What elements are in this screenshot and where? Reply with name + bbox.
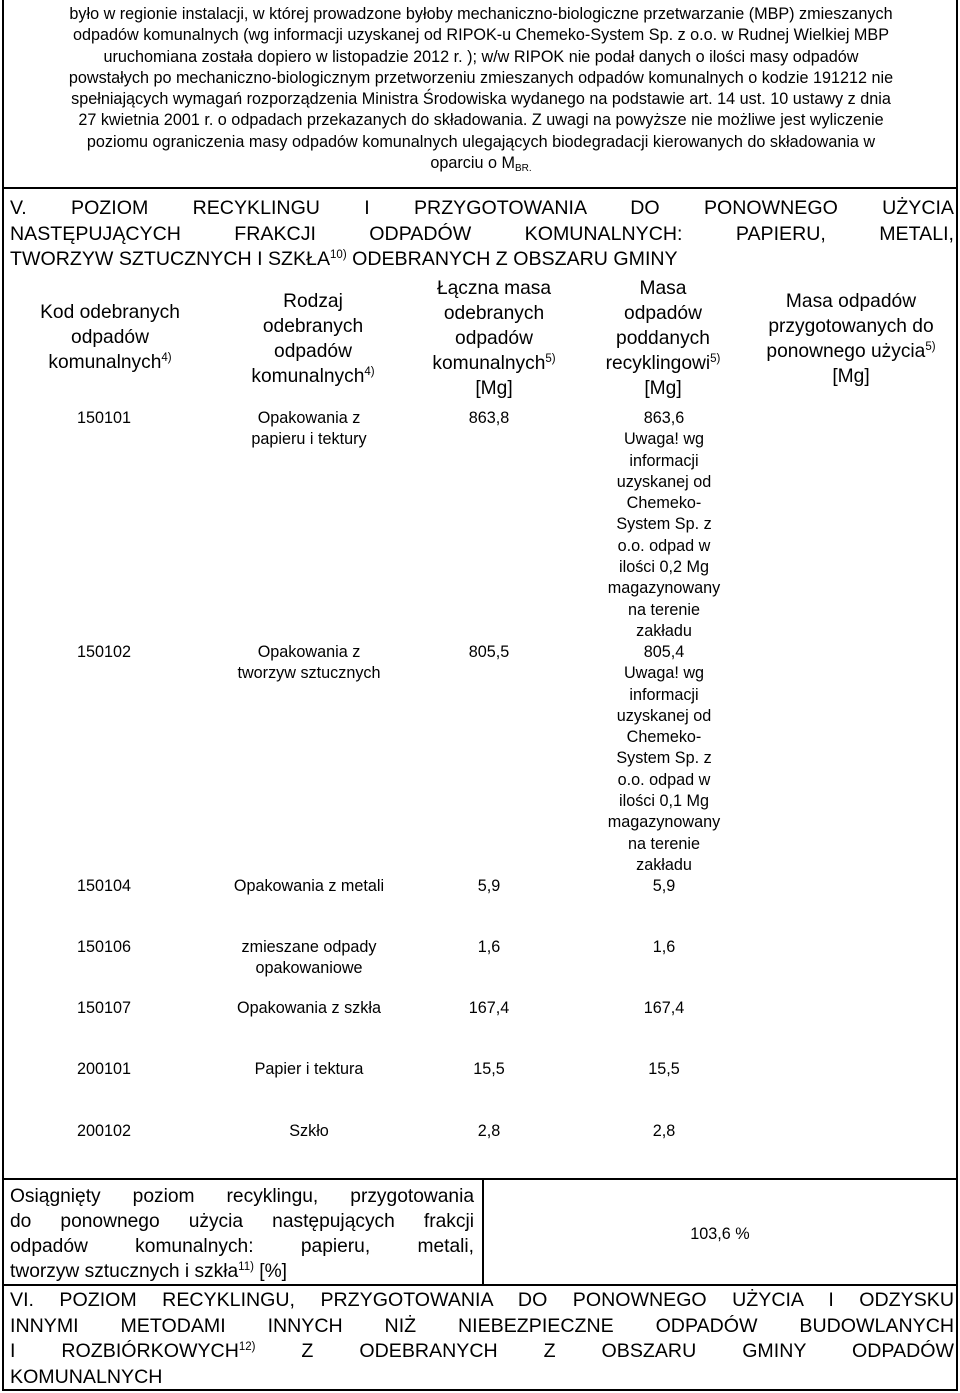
cell-type: Papier i tektura xyxy=(254,1060,364,1078)
intro-last-line: oparciu o $M_{BR.}$ xyxy=(430,154,532,175)
header-masa-recykling: Masa odpadów poddanych recyklingowi$^{5)}$ [Mg] xyxy=(605,278,721,399)
section-v-heading xyxy=(10,196,954,273)
cell-recycled: 863,6 Uwaga! wg informacji uzyskanej od Chemeko- System Sp. z o.o. odpad w ilości 0,2 Mg magazynowany na terenie zakładu xyxy=(607,409,721,640)
cell-type: Opakowania z papieru i tektury xyxy=(251,409,367,449)
intro-line: uruchomiana została dopiero w listopadzie 2012 r. ); w/w RIPOK nie podał danych o ilości masy odpadów xyxy=(103,47,859,66)
header-masa-przygotowanych: Masa odpadów przygotowanych do ponownego użycia$^{5)}$ [Mg] xyxy=(766,291,936,387)
cell-code: 150106 xyxy=(76,938,132,956)
cell-total: 805,5 xyxy=(468,643,510,661)
section-vi-line: KOMUNALNYCH xyxy=(10,1365,163,1388)
cell-total: 863,8 xyxy=(468,409,510,427)
section-vi-heading xyxy=(10,1288,954,1390)
cell-type: Opakowania z szkła xyxy=(237,999,381,1017)
cell-total: 167,4 xyxy=(468,999,510,1017)
cell-total: 2,8 xyxy=(477,1122,501,1140)
summary-value: 103,6 % xyxy=(690,1225,750,1243)
cell-code: 150104 xyxy=(76,877,132,895)
cell-recycled: 805,4 Uwaga! wg informacji uzyskanej od Chemeko- System Sp. z o.o. odpad w ilości 0,1 Mg magazynowany na terenie zakładu xyxy=(607,643,721,874)
section-v-line: NASTĘPUJĄCYCH FRAKCJI ODPADÓW KOMUNALNYCH: PAPIERU, METALI, xyxy=(10,222,954,245)
section-v-line: V. POZIOM RECYKLINGU I PRZYGOTOWANIA DO PONOWNEGO UŻYCIA xyxy=(10,197,954,219)
summary-label: Osiągnięty poziom recyklingu, przygotowania do ponownego użycia następujących frakcji odpadów komunalnych: papieru, metali, tworzyw sztucznych i szkła$^{11)}$ [%] xyxy=(10,1186,474,1282)
cell-type: zmieszane odpady opakowaniowe xyxy=(241,938,377,978)
section-v-line: TWORZYW SZTUCZNYCH I SZKŁA$^{10)}$ ODEBRANYCH Z OBSZARU GMINY xyxy=(10,248,678,270)
cell-type: Opakowania z tworzyw sztucznych xyxy=(237,643,381,683)
section-vi-line: I ROZBIÓRKOWYCH$^{12)}$ Z ODEBRANYCH Z OBSZARU GMINY ODPADÓW xyxy=(10,1340,954,1362)
header-rodzaj: Rodzaj odebranych odpadów komunalnych$^{4)}$ xyxy=(251,291,375,387)
header-kod: Kod odebranych odpadów komunalnych$^{4)}$ xyxy=(40,302,180,373)
intro-line: było w regionie instalacji, w której prowadzone byłoby mechaniczno-biologiczne przetwarzanie (MBP) zmieszanych xyxy=(69,5,893,23)
section-vi-line: VI. POZIOM RECYKLINGU, PRZYGOTOWANIA DO PONOWNEGO UŻYCIA I ODZYSKU xyxy=(10,1289,954,1311)
cell-total: 15,5 xyxy=(473,1060,505,1078)
intro-line: poziomu ograniczenia masy odpadów komunalnych ulegających biodegradacji kierowanych do składowania w xyxy=(86,132,876,151)
cell-recycled: 1,6 xyxy=(652,938,676,956)
intro-line: spełniających wymagań rozporządzenia Ministra Środowiska wydanego na podstawie art. 14 ust. 10 ustawy z dnia xyxy=(71,90,891,109)
cell-code: 200102 xyxy=(76,1122,132,1140)
cell-recycled: 5,9 xyxy=(652,877,676,895)
cell-total: 5,9 xyxy=(477,877,501,895)
cell-code: 150107 xyxy=(76,999,132,1017)
cell-type: Szkło xyxy=(289,1122,329,1140)
divider xyxy=(4,187,956,189)
cell-code: 150102 xyxy=(76,643,132,661)
cell-recycled: 2,8 xyxy=(652,1122,676,1140)
cell-recycled: 167,4 xyxy=(643,999,685,1017)
intro-paragraph xyxy=(10,4,952,174)
document-frame xyxy=(2,0,958,1391)
cell-type: Opakowania z metali xyxy=(233,877,385,895)
intro-line: 27 kwietnia 2001 r. o odpadach przekazanych do składowania. Z uwagi na powyższe nie możliwe jest wyliczenie xyxy=(78,111,884,130)
divider xyxy=(4,1178,956,1180)
header-laczna-masa: Łączna masa odebranych odpadów komunalnych$^{5)}$ [Mg] xyxy=(432,278,556,399)
cell-recycled: 15,5 xyxy=(648,1060,680,1078)
cell-code: 200101 xyxy=(76,1060,132,1078)
cell-total: 1,6 xyxy=(477,938,501,956)
intro-line: odpadów komunalnych (wg informacji uzyskanej od RIPOK-u Chemeko-System Sp. z o.o. w Rudnej Wielkiej MBP xyxy=(72,26,889,45)
intro-line: powstałych po mechaniczno-biologicznym przetworzeniu zmieszanych odpadów komunalnych o kodzie 191212 nie xyxy=(68,68,894,87)
section-vi-line: INNYMI METODAMI INNYCH NIŻ NIEBEZPIECZNE ODPADÓW BUDOWLANYCH xyxy=(10,1314,954,1337)
divider xyxy=(4,1284,956,1286)
cell-code: 150101 xyxy=(76,409,132,427)
